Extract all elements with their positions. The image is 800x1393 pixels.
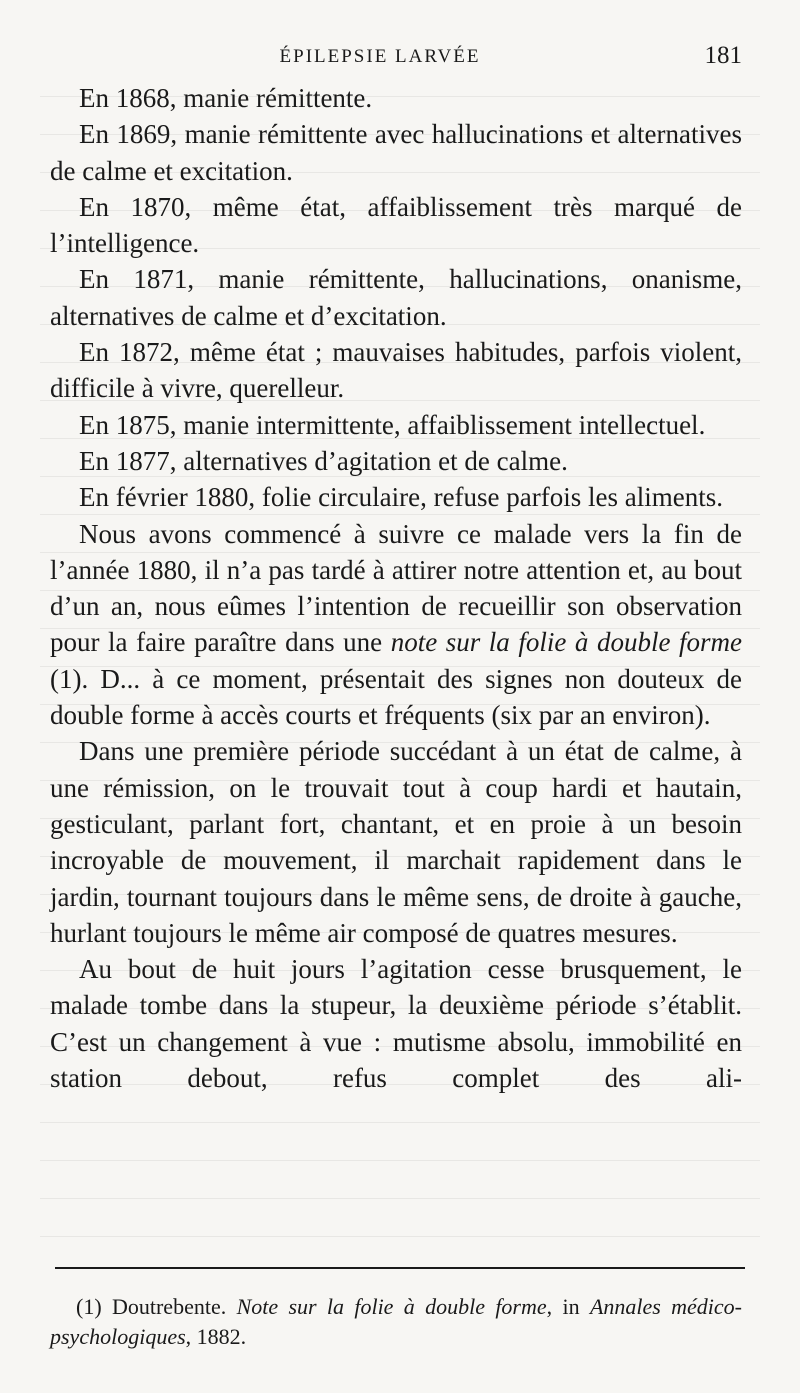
paragraph-observation bbox=[50, 516, 742, 734]
paragraph-1875: En 1875, manie intermittente, affaiblissement intellectuel. bbox=[79, 409, 706, 440]
observation-text-after: (1). D... à ce moment, présentait des signes non douteux de double forme à accès courts et fréquents (six par an environ). bbox=[50, 663, 742, 731]
footnote-rule bbox=[55, 1267, 745, 1269]
footnote-journal: Annales médico-psychologiques bbox=[50, 1294, 743, 1349]
running-head: ÉPILEPSIE LARVÉE bbox=[279, 46, 481, 67]
paragraph-second-period: Au bout de huit jours l’agitation cesse brusquement, le malade tombe dans la stupeur, la deuxième période s’établit. C’est un changement à vue : mutisme absolu, immobilité en station debout, refus complet des ali- bbox=[50, 954, 742, 1094]
paragraph-1880: En février 1880, folie circulaire, refuse parfois les aliments. bbox=[79, 482, 723, 513]
footnote-end: , 1882. bbox=[185, 1324, 247, 1349]
observation-italic-title: note sur la folie à double forme bbox=[390, 627, 742, 658]
paragraph-1871: En 1871, manie rémittente, hallucinations, onanisme, alternatives de calme et d’excitation. bbox=[50, 264, 742, 331]
footnote-marker: (1) Doutrebente. bbox=[76, 1294, 237, 1319]
paragraph-1869: En 1869, manie rémittente avec hallucinations et alternatives de calme et excitation. bbox=[50, 119, 742, 186]
page-number: 181 bbox=[704, 42, 742, 69]
page-header bbox=[78, 40, 742, 80]
paragraph-1877: En 1877, alternatives d’agitation et de calme. bbox=[79, 445, 568, 476]
footnote bbox=[50, 1292, 742, 1352]
footnote-middle: , in bbox=[546, 1294, 590, 1319]
paragraph-first-period: Dans une première période succédant à un état de calme, à une rémission, on le trouvait tout à coup hardi et hautain, gesticulant, parlant fort, chantant, et en proie à un besoin incroyable de mouvement, il marchait rapidement dans le jardin, tournant toujours dans le même sens, de droite à gauche, hurlant toujours le même air composé de quatres mesures. bbox=[50, 736, 742, 948]
paragraph-1872: En 1872, même état ; mauvaises habitudes, parfois violent, difficile à vivre, querelleur. bbox=[50, 337, 742, 404]
body-text bbox=[50, 80, 742, 1096]
paragraph-1868: En 1868, manie rémittente. bbox=[79, 83, 373, 113]
footnote-title: Note sur la folie à double forme bbox=[236, 1294, 547, 1319]
footnote-text bbox=[50, 1292, 742, 1352]
paragraph-1870: En 1870, même état, affaiblissement très marqué de l’intelligence. bbox=[50, 191, 742, 259]
observation-text-before: Nous avons commencé à suivre ce malade vers la fin de l’année 1880, il n’a pas tardé à attirer notre attention et, au bout d’un an, nous eûmes l’intention de recueillir son observation pour la faire paraître dans une bbox=[50, 518, 742, 658]
